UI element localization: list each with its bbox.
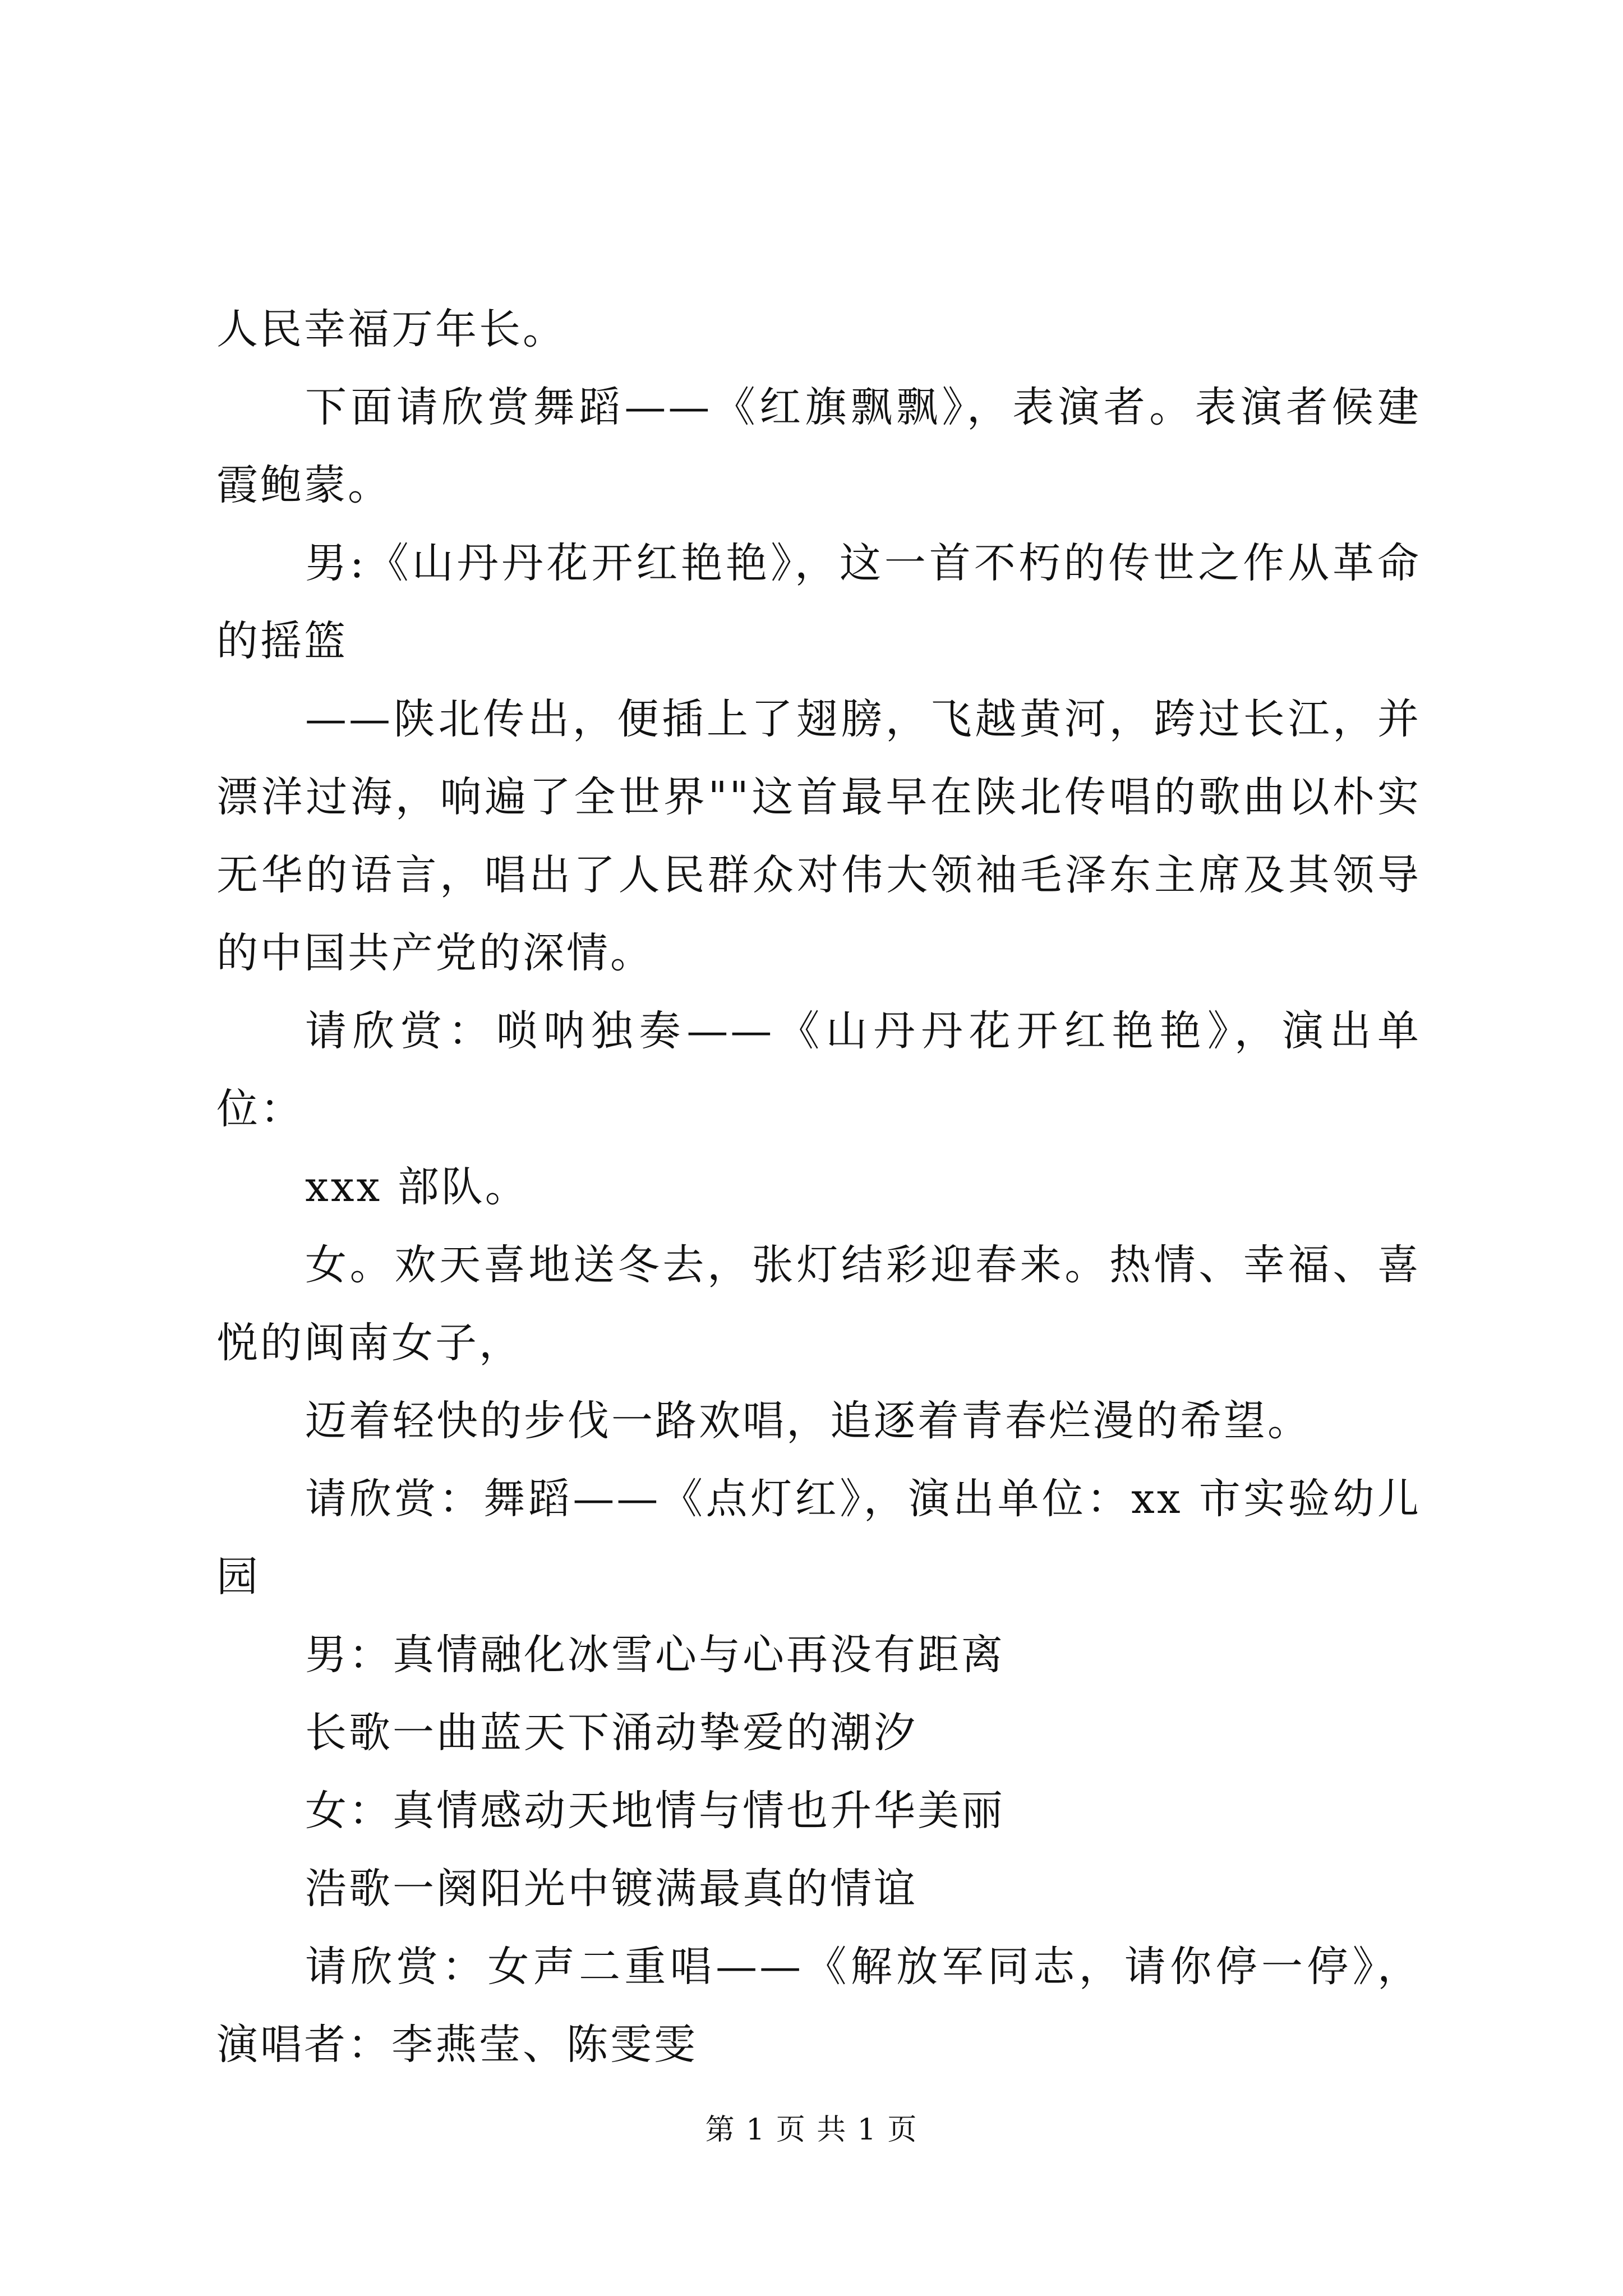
paragraph-5: 请欣赏：唢呐独奏——《山丹丹花开红艳艳》，演出单位：	[216, 1007, 1421, 1133]
paragraph-1: 人民幸福万年长。	[216, 305, 566, 353]
paragraph-2: 下面请欣赏舞蹈——《红旗飘飘》，表演者。表演者候建霞鲍蒙。	[216, 383, 1421, 509]
paragraph-3: 男:《山丹丹花开红艳艳》，这一首不朽的传世之作从革命的摇篮	[216, 539, 1421, 665]
page-footer: 第 1 页 共 1 页	[705, 2113, 918, 2147]
paragraph-14: 请欣赏：女声二重唱——《解放军同志，请你停一停》，演唱者：李燕莹、陈雯雯	[216, 1943, 1421, 2069]
paragraph-11: 长歌一曲蓝天下涌动挚爱的潮汐	[305, 1709, 917, 1757]
paragraph-9: 请欣赏：舞蹈——《点灯红》，演出单位：xx 市实验幼儿园	[216, 1475, 1421, 1601]
paragraph-7: 女。欢天喜地送冬去，张灯结彩迎春来。热情、幸福、喜悦的闽南女子，	[216, 1241, 1421, 1367]
paragraph-6: xxx 部队。	[305, 1163, 529, 1211]
paragraph-4: ——陕北传出，便插上了翅膀，飞越黄河，跨过长江，并漂洋过海，响遍了全世界""这首最早在陕北传唱的歌曲以朴实无华的语言，唱出了人民群众对伟大领袖毛泽东主席及其领导的中国共产党的深情。	[216, 695, 1421, 977]
paragraph-13: 浩歌一阕阳光中镀满最真的情谊	[305, 1865, 917, 1913]
paragraph-10: 男：真情融化冰雪心与心再没有距离	[305, 1631, 1005, 1679]
paragraph-12: 女：真情感动天地情与情也升华美丽	[305, 1787, 1005, 1835]
paragraph-8: 迈着轻快的步伐一路欢唱，追逐着青春烂漫的希望。	[305, 1397, 1311, 1445]
document-body	[216, 291, 1421, 2084]
